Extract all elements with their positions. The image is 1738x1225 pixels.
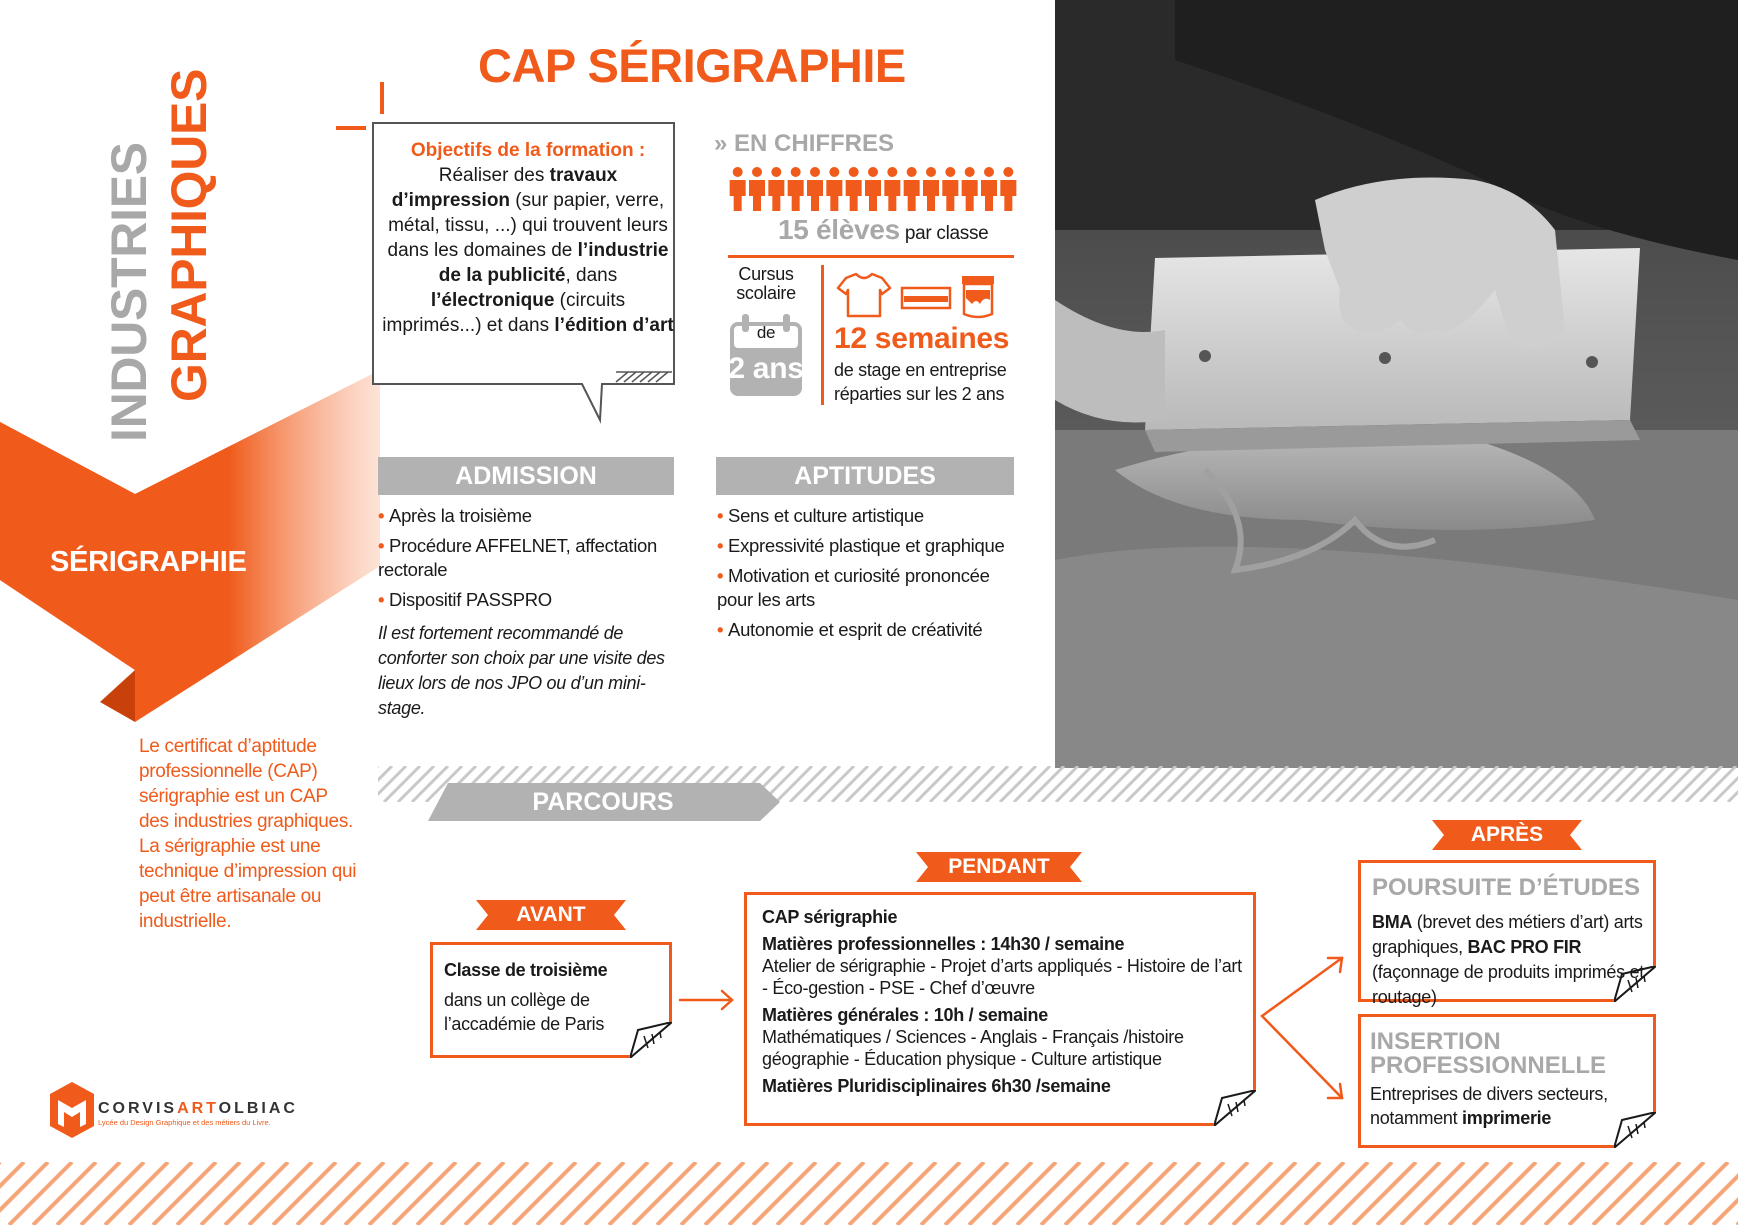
person-icon — [807, 167, 823, 211]
cursus-label: Cursus scolaire — [736, 264, 796, 303]
list-item: • Sens et culture artistique — [717, 504, 1017, 528]
stage-value: 12 semaines — [834, 322, 1010, 355]
list-item: • Autonomie et esprit de créativité — [717, 618, 1017, 642]
objectives-part: (sur papier, verre, métal, tissu, ...) qui trouvent leurs dans les domaines de — [387, 190, 668, 261]
ink-pot-icon — [962, 276, 994, 317]
objectives-highlight: travaux d’impression — [391, 165, 618, 211]
chevron-label: SÉRIGRAPHIE — [50, 546, 247, 578]
gen-subjects-title: Matières générales : 10h / semaine — [762, 1005, 1048, 1025]
pendant-tag: PENDANT — [948, 855, 1050, 878]
admission-note: Il est fortement recommandé de conforter son choix par une visite des lieux lors de nos JPO ou d’un mini-stage. — [378, 623, 665, 718]
squeegee-icon — [902, 288, 950, 308]
poursuite-title: POURSUITE D’ÉTUDES — [1372, 874, 1641, 901]
students-value: 15 élèves — [778, 214, 900, 245]
insertion-part: Entreprises de divers secteurs, notamment — [1370, 1084, 1608, 1128]
list-item: • Dispositif PASSPRO — [378, 588, 678, 612]
person-icon — [884, 167, 900, 211]
objectives-highlight: l’électronique — [430, 290, 555, 311]
person-icon — [1000, 167, 1016, 211]
person-icon — [730, 167, 746, 211]
cursus-value: 2 ans — [728, 352, 804, 385]
aptitudes-list — [717, 504, 1017, 648]
poursuite-part: (brevet des métiers d’art) arts graphiques, — [1372, 912, 1643, 957]
person-icon — [942, 167, 958, 211]
title-decoration — [380, 82, 384, 114]
person-icon — [923, 167, 939, 211]
list-item: • Motivation et curiosité prononcée pour les arts — [717, 564, 1017, 612]
objectives-part: , dans — [565, 265, 618, 286]
avant-content — [444, 958, 666, 1036]
person-icon — [749, 167, 765, 211]
domain-line-2: GRAPHIQUES — [161, 68, 217, 402]
objectives-highlight: l’édition d’art — [554, 315, 674, 336]
avant-tag: AVANT — [516, 903, 586, 926]
insertion-text — [1370, 1082, 1650, 1130]
pluri-subjects-title: Matières Pluridisciplinaires 6h30 /semaine — [762, 1076, 1111, 1096]
apres-tag: APRÈS — [1470, 823, 1544, 846]
logo-name — [98, 1100, 298, 1118]
objectives-highlight: l’industrie de la publicité — [438, 240, 669, 286]
diploma-bac-pro: BAC PRO FIR — [1467, 937, 1582, 957]
students-suffix: par classe — [899, 223, 989, 244]
insertion-title — [1370, 1030, 1660, 1078]
screen-printing-photo — [1055, 0, 1738, 768]
insertion-title-line: INSERTION — [1370, 1028, 1501, 1055]
poursuite-text — [1372, 910, 1652, 1010]
pro-subjects-text: Atelier de sérigraphie - Projet d’arts appliqués - Histoire de l’art - Éco-gestion - PSE - Chef d’œuvre — [762, 956, 1242, 998]
parcours-title: PARCOURS — [532, 788, 674, 816]
cap-description: Le certificat d’aptitude professionnelle (CAP) sérigraphie est un CAP des industries graphiques. La sérigraphie est une technique d’impression qui peut être artisanale ou industrielle. — [139, 736, 357, 932]
hatch-band — [0, 1162, 1738, 1225]
pro-subjects-title: Matières professionnelles : 14h30 / semaine — [762, 934, 1125, 954]
logo-name-part: OLBIAC — [218, 1100, 298, 1117]
person-icon — [826, 167, 842, 211]
person-icon — [788, 167, 804, 211]
parcours-arrows — [672, 950, 1362, 1110]
stage-icons — [834, 270, 1004, 320]
poursuite-part: (façonnage de produits imprimés et routage) — [1372, 962, 1644, 1007]
cursus-prefix: de — [756, 323, 776, 342]
aptitudes-header: APTITUDES — [716, 457, 1014, 495]
person-icon — [865, 167, 881, 211]
students-per-class — [778, 214, 988, 246]
domain-line-1: INDUSTRIES — [101, 142, 157, 442]
avant-title: Classe de troisième — [444, 960, 608, 980]
list-item: • Expressivité plastique et graphique — [717, 534, 1017, 558]
list-item: • Après la troisième — [378, 504, 678, 528]
students-icon-row — [728, 166, 1018, 212]
avant-text: dans un collège de l’accadémie de Paris — [444, 990, 605, 1034]
objectives-text — [382, 138, 674, 338]
person-icon — [846, 167, 862, 211]
person-icon — [981, 167, 997, 211]
gen-subjects-text: Mathématiques / Sciences - Anglais - Français /histoire géographie - Éducation physique - Culture artistique — [762, 1027, 1184, 1069]
insertion-title-line: PROFESSIONNELLE — [1370, 1052, 1607, 1079]
objectives-title: Objectifs de la formation : — [410, 140, 646, 161]
divider — [821, 265, 824, 405]
objectives-part: Réaliser des — [438, 165, 550, 186]
logo-name-part: ART — [177, 1100, 219, 1117]
title-decoration — [336, 126, 366, 130]
insertion-highlight: imprimerie — [1462, 1108, 1552, 1128]
list-item: • Procédure AFFELNET, affectation rectorale — [378, 534, 678, 582]
admission-header: ADMISSION — [378, 457, 674, 495]
divider — [728, 255, 1014, 258]
pendant-title: CAP sérigraphie — [762, 907, 898, 927]
tshirt-icon — [838, 274, 890, 316]
stage-text: de stage en entreprise réparties sur les 2 ans — [834, 360, 1007, 404]
logo-tagline: Lycée du Design Graphique et des métiers du Livre. — [98, 1118, 271, 1127]
objectives-part: (circuits imprimés...) et dans — [382, 290, 626, 336]
person-icon — [768, 167, 784, 211]
person-icon — [904, 167, 920, 211]
corvisart-logo-icon — [50, 1082, 94, 1138]
logo-name-part: CORVIS — [98, 1100, 178, 1117]
diploma-bma: BMA — [1372, 912, 1413, 932]
admission-list — [378, 504, 678, 618]
chiffres-title: » EN CHIFFRES — [714, 130, 895, 157]
page-title: CAP SÉRIGRAPHIE — [478, 39, 906, 92]
person-icon — [962, 167, 978, 211]
